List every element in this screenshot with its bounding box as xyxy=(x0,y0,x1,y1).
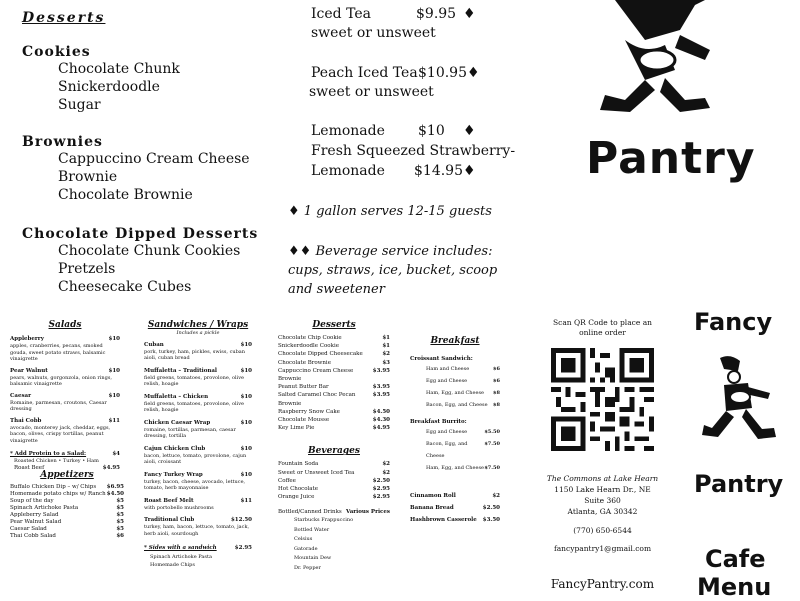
breakfast-other-row xyxy=(410,502,500,514)
dessert-row xyxy=(278,350,390,358)
sandwich-name: Cuban xyxy=(144,341,164,348)
beverages-small-title: Beverages xyxy=(308,446,360,457)
salad-item xyxy=(10,418,120,445)
salad-desc: pears, walnuts, gorgonzola, onion rings, balsamic vinaigrette xyxy=(10,374,112,387)
beverage-price: $2.95 xyxy=(372,494,390,501)
croissant-name: Ham and Cheese xyxy=(426,366,470,372)
burrito-name: Bacon, Egg, and Cheese xyxy=(426,441,468,459)
dessert-row xyxy=(278,383,390,391)
appetizer-name: Homemade potato chips w/ Ranch xyxy=(10,491,106,497)
appetizers-column xyxy=(10,470,124,540)
pantry-word: Pantry xyxy=(694,470,784,498)
sandwich-name: Traditional Club xyxy=(144,517,195,523)
croissant-item xyxy=(426,375,500,387)
appetizer-row xyxy=(10,519,124,526)
beverage-row xyxy=(278,469,390,477)
service-note-text: Beverage service includes: cups, straws, ice, bucket, scoop and sweetener xyxy=(288,244,498,297)
appetizer-row xyxy=(10,498,124,505)
protein-price: $4 xyxy=(112,451,120,457)
dessert-name: Chocolate Chip Cookie xyxy=(278,335,342,341)
sandwich-item xyxy=(144,394,252,414)
appetizer-row xyxy=(10,533,124,540)
dipped-section xyxy=(22,226,258,296)
salad-name: Pear Walnut xyxy=(10,367,48,374)
address-line2: Suite 360 xyxy=(584,496,621,505)
croissant-name: Egg and Cheese xyxy=(426,378,468,384)
qr-code-icon[interactable] xyxy=(551,348,654,451)
location-name: The Commons at Lake Hearn xyxy=(546,474,659,483)
appetizer-price: $5 xyxy=(116,512,124,518)
appetizer-price: $5 xyxy=(116,505,124,511)
salad-desc: apples, cranberries, pecans, smoked gouda, sweet potato straws, balsamic vinaigrette xyxy=(10,343,106,362)
breakfast-other-price: $3.50 xyxy=(482,517,500,523)
sandwich-price: $10 xyxy=(240,367,252,374)
bottled-label: Bottled/Canned Drinks xyxy=(278,509,342,516)
sandwiches-column xyxy=(144,320,252,569)
breakfast-other-row xyxy=(410,514,500,526)
beverage-price: $2.95 xyxy=(372,486,390,493)
dessert-price: $3.95 xyxy=(372,392,390,399)
beverage-name: Orange Juice xyxy=(278,494,315,501)
beverage-name: Hot Chocolate xyxy=(278,486,319,493)
croissant-item xyxy=(426,387,500,399)
sandwiches-subtitle: Includes a pickle xyxy=(176,330,220,336)
cookie-item: Chocolate Chunk xyxy=(58,61,180,77)
iced-tea-sub: sweet or unsweet xyxy=(311,25,436,41)
cookies-section xyxy=(22,44,180,114)
appetizers-title: Appetizers xyxy=(40,470,94,480)
sandwich-desc: pork, turkey, ham, pickles, swiss, cuban aioli, cuban bread xyxy=(144,348,245,361)
diamond-icon: ♦ xyxy=(463,163,476,179)
bottled-item: Bottled Water xyxy=(294,526,330,533)
croissant-item xyxy=(426,399,500,411)
sandwich-name: Muffaletta – Chicken xyxy=(144,393,209,400)
burrito-item xyxy=(426,426,500,438)
appetizer-row xyxy=(10,491,124,498)
dessert-row xyxy=(278,416,390,424)
appetizer-row xyxy=(10,512,124,519)
breakfast-title: Breakfast xyxy=(430,336,480,346)
sandwich-name: Cajun Chicken Club xyxy=(144,445,206,452)
salad-price: $10 xyxy=(108,392,120,399)
appetizer-price: $6.95 xyxy=(106,484,124,490)
desserts-title: Desserts xyxy=(22,10,106,26)
sandwich-item xyxy=(144,498,252,512)
beverage-price: $2.50 xyxy=(372,477,390,484)
salad-item xyxy=(10,336,120,363)
brownie-item: Cappuccino Cream Cheese xyxy=(58,151,250,167)
salads-title: Salads xyxy=(48,320,82,330)
diamond-icon: ♦ xyxy=(463,6,476,22)
protein-label: * Add Protein to a Salad: xyxy=(10,451,87,457)
gallon-note-text: 1 gallon serves 12-15 guests xyxy=(303,204,492,219)
peach-tea-price: $10.95 xyxy=(418,65,467,81)
lemonade-row xyxy=(311,122,476,141)
appetizer-name: Appleberry Salad xyxy=(10,512,59,518)
breakfast-other-name: Hashbrown Casserole xyxy=(410,517,477,523)
burrito-name: Ham, Egg, and Cheese xyxy=(426,465,484,471)
burrito-price: $7.50 xyxy=(484,441,500,447)
diamond-icon: ♦ xyxy=(467,65,480,81)
menu-word: Menu xyxy=(697,573,772,601)
running-chef-logo xyxy=(585,0,725,120)
appetizer-name: Caesar Salad xyxy=(10,526,47,532)
address-line1: 1150 Lake Hearn Dr., NE xyxy=(554,485,651,494)
beverage-row xyxy=(278,460,390,468)
bottled-item: Celsius xyxy=(294,536,313,543)
dessert-name: Peanut Butter Bar xyxy=(278,384,329,391)
burrito-name: Egg and Cheese xyxy=(426,429,468,435)
breakfast-other-row xyxy=(410,490,500,502)
dessert-name: Key Lime Pie xyxy=(278,425,315,432)
roast-beef-price: $4.95 xyxy=(102,464,120,471)
salad-name: Appleberry xyxy=(10,336,44,342)
bottled-item: Dr. Pepper xyxy=(294,564,321,571)
croissant-name: Bacon, Egg, and Cheese xyxy=(426,402,488,408)
brownies-label: Brownies xyxy=(22,134,103,150)
sandwich-desc: bacon, lettuce, tomato, provolone, cajun aioli, croissant xyxy=(144,452,247,465)
dessert-row xyxy=(278,367,390,383)
dessert-price: $1 xyxy=(382,335,390,341)
croissant-label: Croissant Sandwich: xyxy=(410,356,473,362)
dipped-item: Cheesecake Cubes xyxy=(58,279,192,295)
sandwich-price: $10 xyxy=(240,419,252,426)
beverage-name: Sweet or Unsweet Iced Tea xyxy=(278,469,355,476)
appetizer-name: Buffalo Chicken Dip – w/ Chips xyxy=(10,484,97,490)
croissant-price: $8 xyxy=(493,390,500,396)
sides-label: * Sides with a sandwich xyxy=(144,545,217,551)
dessert-price: $3.95 xyxy=(372,384,390,391)
sandwich-name: Muffaletta – Traditional xyxy=(144,367,218,374)
dessert-name: Cappuccino Cream Cheese Brownie xyxy=(278,367,354,383)
dessert-price: $2 xyxy=(382,351,390,358)
dessert-name: Snickerdoodle Cookie xyxy=(278,343,339,350)
iced-tea-row xyxy=(311,5,476,24)
dipped-item: Pretzels xyxy=(58,261,116,277)
sandwich-desc: with portobello mushrooms xyxy=(144,504,214,511)
cookie-item: Snickerdoodle xyxy=(58,79,160,95)
appetizer-price: $5 xyxy=(116,519,124,525)
beverage-row xyxy=(278,485,390,493)
email-link[interactable]: fancypantry1@gmail.com xyxy=(553,544,652,553)
salads-column xyxy=(10,320,120,472)
sandwich-desc: turkey, bacon, cheese, avocado, lettuce, tomato, herb mayonnaise xyxy=(144,478,246,491)
burrito-label: Breakfast Burrito: xyxy=(410,419,467,425)
beverage-row xyxy=(278,477,390,485)
dessert-price: $3.95 xyxy=(372,367,390,374)
appetizer-row xyxy=(10,484,124,491)
sandwich-price: $10 xyxy=(240,341,252,348)
salad-desc: Romaine, parmesan, croutons, Caesar dressing xyxy=(10,399,107,412)
peach-tea-sub: sweet or unsweet xyxy=(309,84,434,100)
breakfast-other-name: Banana Bread xyxy=(410,505,454,511)
strawberry-line1: Fresh Squeezed Strawberry- xyxy=(311,143,516,159)
dessert-price: $4.50 xyxy=(372,408,390,415)
appetizer-name: Pear Walnut Salad xyxy=(10,519,62,525)
lemonade-price: $10 xyxy=(418,123,445,139)
strawberry-row xyxy=(311,162,476,181)
gallon-note xyxy=(288,202,498,221)
appetizer-price: $4.50 xyxy=(106,491,124,497)
sandwich-price: $12.50 xyxy=(230,517,252,523)
dessert-row xyxy=(278,391,390,407)
sandwich-price: $10 xyxy=(240,393,252,400)
bottled-price: Various Prices xyxy=(345,509,390,516)
burrito-price: $7.50 xyxy=(484,465,500,471)
dessert-row xyxy=(278,408,390,416)
sandwich-item xyxy=(144,517,252,537)
sandwich-desc: field greens, tomatoes, provolone, olive relish, hoagie xyxy=(144,400,245,413)
strawberry-name: Lemonade xyxy=(311,163,385,179)
desserts-small-column xyxy=(278,320,390,573)
croissant-price: $6 xyxy=(493,378,500,384)
salad-item xyxy=(10,368,120,388)
sandwich-desc: field greens, tomatoes, provolone, olive relish, hoagie xyxy=(144,374,245,387)
sandwich-price: $10 xyxy=(240,445,252,452)
sides-price: $2.95 xyxy=(234,545,252,551)
croissant-item xyxy=(426,363,500,375)
running-chef-logo-small xyxy=(700,353,780,448)
salad-desc: avocado, monterey jack, cheddar, eggs, bacon, olives, crispy tortillas, peanut vinaigrette xyxy=(10,424,111,444)
address-line3: Atlanta, GA 30342 xyxy=(567,507,638,516)
croissant-name: Ham, Egg, and Cheese xyxy=(426,390,484,396)
bottled-item: Starbucks Frappuccino xyxy=(294,517,354,524)
dessert-row xyxy=(278,424,390,432)
salad-price: $10 xyxy=(108,367,120,374)
salad-name: Caesar xyxy=(10,392,31,399)
salad-price: $10 xyxy=(108,336,120,342)
salad-name: Thai Cobb xyxy=(10,417,42,424)
salad-price: $11 xyxy=(108,417,120,424)
sandwich-desc: romaine, tortillas, parmesan, caesar dressing, tortilla xyxy=(144,426,236,439)
sandwich-desc: turkey, ham, bacon, lettuce, tomato, jack, herb aioli, sourdough xyxy=(144,524,250,537)
dessert-name: Salted Caramel Choc Pecan Brownie xyxy=(278,392,356,407)
sandwich-name: Fancy Turkey Wrap xyxy=(144,471,203,478)
appetizer-price: $5 xyxy=(116,498,124,504)
breakfast-other-price: $2.50 xyxy=(482,505,500,511)
appetizer-row xyxy=(10,526,124,533)
diamond-icon: ♦♦ xyxy=(288,244,312,259)
appetizer-price: $5 xyxy=(116,526,124,532)
sandwich-price: $11 xyxy=(240,497,252,504)
side-item: Homemade Chips xyxy=(150,562,195,568)
dessert-name: Chocolate Mousse xyxy=(278,417,330,424)
pantry-wordmark: Pantry xyxy=(586,133,756,184)
strawberry-price: $14.95 xyxy=(414,163,463,179)
sandwich-item xyxy=(144,446,252,466)
service-note xyxy=(288,242,498,299)
side-item: Spinach Artichoke Pasta xyxy=(150,554,212,560)
dessert-row xyxy=(278,334,390,342)
burrito-item xyxy=(426,462,500,474)
burrito-item xyxy=(426,438,500,462)
salad-item xyxy=(10,393,120,413)
dessert-row xyxy=(278,359,390,367)
sandwiches-title: Sandwiches / Wraps xyxy=(147,320,249,330)
appetizer-name: Thai Cobb Salad xyxy=(10,533,56,539)
iced-tea-name: Iced Tea xyxy=(311,6,371,22)
dessert-row xyxy=(278,342,390,350)
burrito-list xyxy=(410,426,500,474)
dessert-price: $4.30 xyxy=(372,417,390,424)
breakfast-column xyxy=(410,336,500,526)
dessert-price: $3 xyxy=(382,359,390,366)
dessert-price: $1 xyxy=(382,343,390,350)
peach-tea-row xyxy=(311,64,480,83)
breakfast-other-name: Cinnamon Roll xyxy=(410,493,456,499)
croissant-price: $8 xyxy=(493,402,500,408)
diamond-icon: ♦ xyxy=(463,123,476,139)
croissant-price: $6 xyxy=(493,366,500,372)
brownie-item: Chocolate Brownie xyxy=(58,187,193,203)
bottled-item: Gatorade xyxy=(294,545,318,552)
dessert-name: Chocolate Brownie xyxy=(278,359,331,366)
dipped-label: Chocolate Dipped Desserts xyxy=(22,226,259,242)
brownie-item: Brownie xyxy=(58,169,118,185)
cookie-item: Sugar xyxy=(58,97,101,113)
bottled-item: Mountain Dew xyxy=(294,555,332,562)
sandwich-name: Chicken Caesar Wrap xyxy=(144,419,211,426)
roast-beef-label: Roast Beef xyxy=(14,464,45,471)
cookies-label: Cookies xyxy=(22,44,91,60)
brownies-section xyxy=(22,134,250,204)
peach-tea-name: Peach Iced Tea xyxy=(311,65,418,81)
sandwich-item xyxy=(144,342,252,362)
desserts-small-title: Desserts xyxy=(312,320,356,330)
dipped-item: Chocolate Chunk Cookies xyxy=(58,243,241,259)
dessert-name: Raspberry Snow Cake xyxy=(278,408,340,415)
dessert-name: Chocolate Dipped Cheesecake xyxy=(278,351,363,358)
sandwich-name: Roast Beef Melt xyxy=(144,497,194,504)
beverage-price: $2 xyxy=(382,469,390,476)
appetizer-price: $6 xyxy=(116,533,124,539)
appetizer-row xyxy=(10,505,124,512)
iced-tea-price: $9.95 xyxy=(416,6,457,22)
sandwich-price: $10 xyxy=(240,471,252,478)
appetizer-name: Spinach Artichoke Pasta xyxy=(10,505,79,511)
burrito-price: $5.50 xyxy=(484,429,500,435)
website-link[interactable]: FancyPantry.com xyxy=(550,577,655,591)
dessert-price: $4.95 xyxy=(372,425,390,432)
sandwich-item xyxy=(144,368,252,388)
breakfast-other-price: $2 xyxy=(492,493,500,499)
qr-caption: Scan QR Code to place an online order xyxy=(553,318,652,337)
appetizer-name: Soup of the day xyxy=(10,498,54,504)
beverage-name: Coffee xyxy=(278,477,296,484)
bottled-list xyxy=(278,516,390,573)
beverage-price: $2 xyxy=(382,461,390,468)
cafe-word: Cafe xyxy=(705,545,766,573)
phone-number[interactable]: (770) 650-6544 xyxy=(573,526,632,535)
croissant-list xyxy=(410,363,500,411)
fancy-word: Fancy xyxy=(694,308,773,336)
diamond-icon: ♦ xyxy=(288,204,300,219)
beverage-name: Fountain Soda xyxy=(278,461,319,468)
beverage-row xyxy=(278,493,390,501)
sandwich-item xyxy=(144,420,252,440)
sandwich-item xyxy=(144,472,252,492)
lemonade-name: Lemonade xyxy=(311,123,385,139)
protein-desc: Roasted Chicken • Turkey • Ham xyxy=(14,458,99,464)
